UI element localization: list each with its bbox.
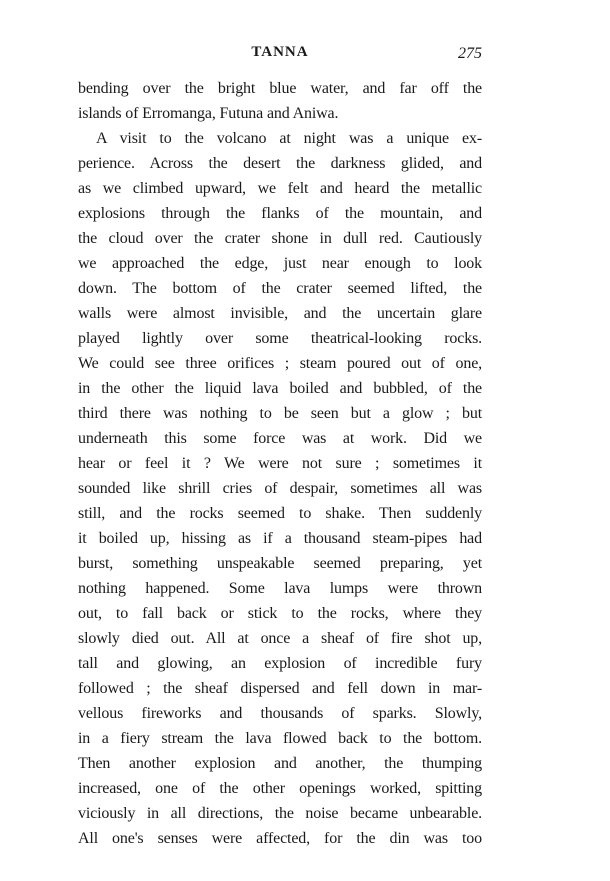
body-text <box>78 76 482 851</box>
text-line: down. The bottom of the crater seemed lifted, the <box>78 280 482 297</box>
page-header <box>78 44 482 66</box>
text-line: we approached the edge, just near enough to look <box>78 255 482 272</box>
text-line: walls were almost invisible, and the uncertain glare <box>78 305 482 322</box>
text-line: slowly died out. All at once a sheaf of fire shot up, <box>78 630 482 647</box>
text-line: perience. Across the desert the darkness glided, and <box>78 155 482 172</box>
text-line: burst, something unspeakable seemed preparing, yet <box>78 555 482 572</box>
text-line: islands of Erromanga, Futuna and Aniwa. <box>78 105 339 122</box>
text-line: nothing happened. Some lava lumps were thrown <box>78 580 482 597</box>
text-line: played lightly over some theatrical-looking rocks. <box>78 330 482 347</box>
running-head: TANNA <box>251 44 309 60</box>
text-line: followed ; the sheaf dispersed and fell down in mar- <box>78 680 482 697</box>
text-line: sounded like shrill cries of despair, sometimes all was <box>78 480 482 497</box>
text-line: increased, one of the other openings worked, spitting <box>78 780 482 797</box>
text-line: explosions through the flanks of the mountain, and <box>78 205 482 222</box>
text-line: out, to fall back or stick to the rocks, where they <box>78 605 482 622</box>
text-line: as we climbed upward, we felt and heard the metallic <box>78 180 482 197</box>
text-line: tall and glowing, an explosion of incredible fury <box>78 655 482 672</box>
text-line: it boiled up, hissing as if a thousand steam-pipes had <box>78 530 482 547</box>
text-line: hear or feel it ? We were not sure ; sometimes it <box>78 455 482 472</box>
text-line: in the other the liquid lava boiled and bubbled, of the <box>78 380 482 397</box>
text-line: bending over the bright blue water, and far off the <box>78 80 482 97</box>
text-line: third there was nothing to be seen but a glow ; but <box>78 405 482 422</box>
text-line: A visit to the volcano at night was a unique ex- <box>96 130 482 147</box>
text-line: All one's senses were affected, for the din was too <box>78 830 482 847</box>
text-line: Then another explosion and another, the thumping <box>78 755 482 772</box>
text-line: vellous fireworks and thousands of sparks. Slowly, <box>78 705 482 722</box>
text-line: We could see three orifices ; steam poured out of one, <box>78 355 482 372</box>
page-number: 275 <box>458 45 482 62</box>
text-line: the cloud over the crater shone in dull red. Cautiously <box>78 230 482 247</box>
text-line: still, and the rocks seemed to shake. Then suddenly <box>78 505 482 522</box>
text-line: underneath this some force was at work. Did we <box>78 430 482 447</box>
text-line: viciously in all directions, the noise became unbearable. <box>78 805 482 822</box>
text-line: in a fiery stream the lava flowed back to the bottom. <box>78 730 482 747</box>
